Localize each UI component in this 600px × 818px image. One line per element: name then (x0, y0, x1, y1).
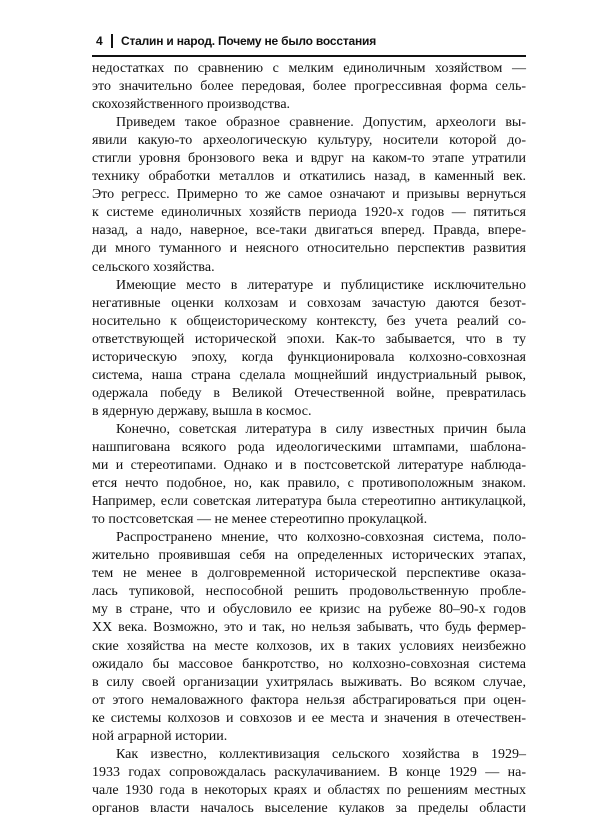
text-line: сельского хозяйства. (92, 259, 215, 275)
page-number: 4 (96, 34, 103, 48)
text-line: ожидало бы массовое банкротство, но колхозно-совхозная система (92, 656, 526, 672)
text-line: носительно к общеисторическому контексту, без учета реалий со- (92, 313, 526, 329)
text-line: 1933 годах сопровождалась раскулачиванием. В конце 1929 — на- (92, 764, 526, 780)
paragraph (92, 114, 526, 276)
header-rule (92, 55, 526, 57)
text-line: XX века. Возможно, это и так, но нельзя забывать, что будь фермер- (92, 620, 526, 636)
text-line: стигли уровня бронзового века и вдруг на каком-то этапе утратили (92, 151, 526, 167)
text-line: ди много туманного и неясного относительно перспектив развития (92, 241, 526, 257)
text-line: ной аграрной истории. (92, 728, 228, 744)
text-line: ответствующей исторической эпохи. Как-то забывается, что в ту (92, 331, 526, 347)
paragraph (92, 60, 526, 114)
text-line: Имеющие место в литературе и публицистике исключительно (116, 277, 526, 293)
text-line: недостатках по сравнению с мелким единоличным хозяйством — (92, 61, 526, 76)
text-line: в силу своей организации ухитрялась выживать. Во всяком случае, (92, 674, 526, 690)
paragraph (92, 746, 526, 818)
text-line: в ядерную державу, вышла в космос. (92, 403, 312, 419)
text-line: то постсоветская — не менее стереотипно прокулацкой. (92, 512, 428, 528)
text-line: система, наша страна сделала мощнейший индустриальный рывок, (92, 367, 526, 383)
text-line: Распространено мнение, что колхозно-совхозная система, поло- (116, 530, 526, 546)
text-line: ми и стереотипами. Однако и в постсоветской литературе наблюда- (92, 458, 526, 474)
text-line: му в стране, что и обусловило ее кризис на рубеже 80–90-х годов (92, 602, 526, 618)
page-body (92, 60, 526, 818)
text-line: ке системы колхозов и совхозов и ее места и значения в отечествен- (92, 710, 526, 726)
text-line: назад, а надо, наверное, все-таки двигаться вперед. Правда, впере- (92, 223, 526, 239)
text-line: чале 1930 года в некоторых краях и областях по решениям местных (92, 782, 526, 798)
text-line: технику обработки металлов и откатились назад, в каменный век. (92, 169, 526, 185)
book-title: Сталин и народ. Почему не было восстания (120, 34, 377, 48)
text-line: ские хозяйства на месте колхозов, их в таких условиях неизбежно (92, 638, 526, 654)
header-separator (111, 34, 113, 48)
text-line: Конечно, советская литература в силу известных причин была (116, 421, 526, 437)
text-line: нашпигована всякого рода идеологическими штампами, шаблона- (92, 439, 526, 455)
text-line: Приведем такое образное сравнение. Допустим, археологи вы- (116, 115, 526, 131)
text-line: это значительно более передовая, более прогрессивная форма сель- (92, 79, 526, 95)
text-line: скохозяйственного производства. (92, 97, 291, 113)
text-line: историческую эпоху, когда функционировала колхозно-совхозная (92, 349, 526, 365)
paragraph (92, 421, 526, 529)
text-line: жительно проявившая себя на определенных исторических этапах, (92, 548, 526, 564)
text-line: Как известно, коллективизация сельского хозяйства в 1929– (116, 746, 526, 762)
paragraph (92, 529, 526, 746)
text-line: органов власти началось выселение кулаков за пределы области (92, 800, 526, 816)
text-line: Например, если советская литература была стереотипно антикулацкой, (92, 494, 526, 510)
text-line: тем не менее в долговременной исторической перспективе оказа- (92, 566, 526, 582)
text-line: к системе единоличных хозяйств периода 1920-х годов — пятиться (92, 205, 526, 221)
text-line: явили какую-то археологическую культуру, носители которой до- (92, 133, 526, 149)
text-line: ется нечто подобное, но, как правило, с противоположным знаком. (92, 476, 526, 492)
text-line: Это регресс. Примерно то же самое означают и призывы вернуться (92, 187, 526, 203)
running-header (96, 31, 526, 51)
text-line: от этого немаловажного фактора нельзя абстрагироваться при оцен- (92, 692, 526, 708)
paragraph (92, 277, 526, 421)
text-line: одержала победу в Великой Отечественной войне, превратилась (92, 385, 526, 401)
text-line: негативные оценки колхозам и совхозам зачастую даются безот- (92, 295, 526, 311)
text-line: лась тупиковой, неспособной решить продовольственную пробле- (92, 584, 526, 600)
